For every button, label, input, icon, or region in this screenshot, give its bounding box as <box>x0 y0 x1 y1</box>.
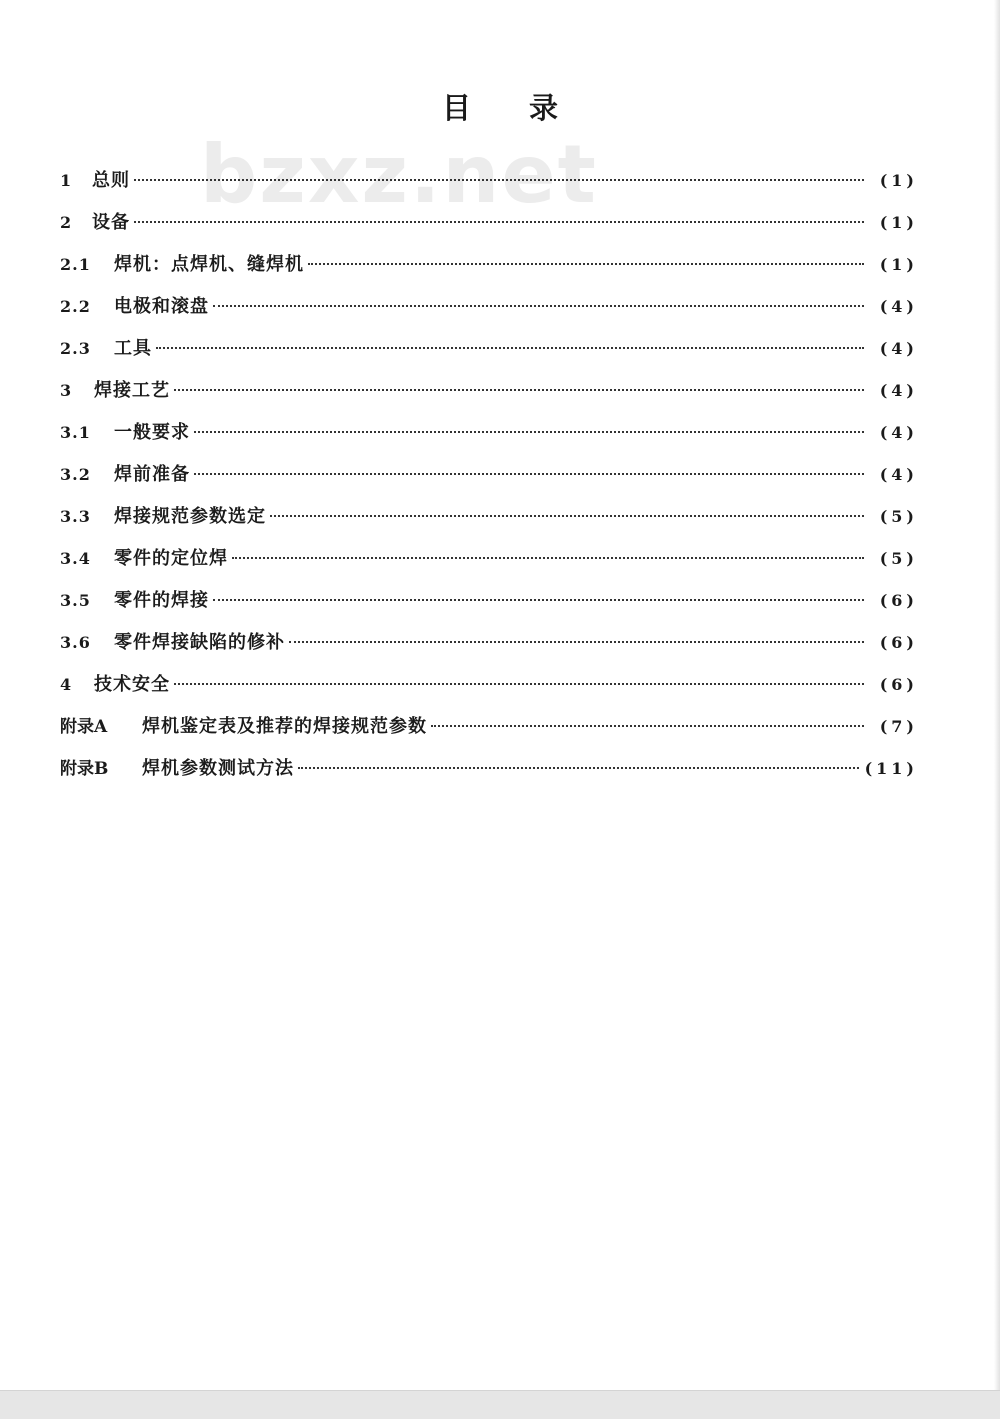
toc-entry-title: 焊机参数测试方法 <box>142 758 294 779</box>
dot-leader <box>213 599 864 601</box>
toc-entry-page: (5) <box>879 549 918 568</box>
toc-entry[interactable] <box>60 244 918 286</box>
toc-entry-page: (4) <box>879 381 918 400</box>
toc-entry-title: 技术安全 <box>94 674 170 695</box>
toc-entry-title: 工具 <box>114 338 152 359</box>
toc-entry[interactable] <box>60 538 918 580</box>
toc-entry-title: 焊机：点焊机、缝焊机 <box>114 254 304 275</box>
toc-entry-number: 2.2 <box>60 297 91 316</box>
dot-leader <box>156 347 864 349</box>
dot-leader <box>194 473 864 475</box>
dot-leader <box>194 431 864 433</box>
toc-entry-page: (6) <box>879 675 918 694</box>
dot-leader <box>213 305 864 307</box>
toc-entry[interactable] <box>60 664 918 706</box>
toc-entry-number: 2.1 <box>60 255 91 274</box>
toc-entry-number: 3 <box>60 381 73 400</box>
toc-entry-page: (1) <box>879 171 918 190</box>
toc-entry-title: 焊前准备 <box>114 464 190 485</box>
toc-entry-number: 1 <box>60 171 73 190</box>
page-edge-shadow <box>994 0 1000 1390</box>
toc-entry-title: 总则 <box>92 170 130 191</box>
toc-entry[interactable] <box>60 706 918 748</box>
toc-entry[interactable] <box>60 202 918 244</box>
dot-leader <box>174 683 864 685</box>
toc-entry-number: 3.1 <box>60 423 91 442</box>
table-of-contents <box>60 160 918 790</box>
toc-entry[interactable] <box>60 412 918 454</box>
dot-leader <box>270 515 864 517</box>
toc-entry-title: 焊接工艺 <box>94 380 170 401</box>
toc-entry-page: (11) <box>864 759 918 778</box>
toc-entry-number: 附录B <box>60 759 109 779</box>
dot-leader <box>134 179 864 181</box>
page-title-left: 目 <box>441 91 471 125</box>
toc-entry[interactable] <box>60 328 918 370</box>
toc-entry-number: 2 <box>60 213 73 232</box>
toc-entry-page: (6) <box>879 591 918 610</box>
dot-leader <box>431 725 864 727</box>
viewer-bottom-strip <box>0 1390 1000 1419</box>
toc-entry-title: 零件的焊接 <box>114 590 209 611</box>
toc-entry-title: 电极和滚盘 <box>114 296 209 317</box>
toc-entry[interactable] <box>60 286 918 328</box>
watermark: bzxz.net <box>200 128 598 221</box>
toc-entry-number: 4 <box>60 675 73 694</box>
toc-entry-page: (1) <box>879 255 918 274</box>
toc-entry[interactable] <box>60 370 918 412</box>
toc-entry[interactable] <box>60 160 918 202</box>
dot-leader <box>232 557 864 559</box>
toc-entry-number: 3.4 <box>60 549 91 568</box>
page-title <box>0 86 1000 127</box>
toc-entry-number: 3.2 <box>60 465 91 484</box>
toc-entry-page: (5) <box>879 507 918 526</box>
dot-leader <box>174 389 864 391</box>
toc-entry-title: 设备 <box>92 212 130 233</box>
toc-entry-title: 焊机鉴定表及推荐的焊接规范参数 <box>142 716 427 737</box>
toc-entry-number: 3.6 <box>60 633 91 652</box>
toc-entry-number: 附录A <box>60 717 108 737</box>
dot-leader <box>289 641 864 643</box>
toc-entry[interactable] <box>60 454 918 496</box>
toc-entry-title: 焊接规范参数选定 <box>114 506 266 527</box>
toc-entry-title: 一般要求 <box>114 422 190 443</box>
toc-entry-title: 零件焊接缺陷的修补 <box>114 632 285 653</box>
toc-entry[interactable] <box>60 496 918 538</box>
toc-entry-page: (4) <box>879 423 918 442</box>
toc-entry-number: 3.3 <box>60 507 91 526</box>
toc-entry[interactable] <box>60 748 918 790</box>
toc-entry-page: (6) <box>879 633 918 652</box>
toc-entry[interactable] <box>60 622 918 664</box>
toc-entry-number: 2.3 <box>60 339 91 358</box>
dot-leader <box>298 767 859 769</box>
toc-entry-page: (7) <box>879 717 918 736</box>
dot-leader <box>308 263 864 265</box>
toc-entry-page: (4) <box>879 465 918 484</box>
toc-entry[interactable] <box>60 580 918 622</box>
toc-entry-number: 3.5 <box>60 591 91 610</box>
toc-entry-page: (4) <box>879 339 918 358</box>
toc-entry-page: (4) <box>879 297 918 316</box>
dot-leader <box>134 221 864 223</box>
toc-entry-page: (1) <box>879 213 918 232</box>
page-title-right: 录 <box>529 91 559 125</box>
toc-entry-title: 零件的定位焊 <box>114 548 228 569</box>
